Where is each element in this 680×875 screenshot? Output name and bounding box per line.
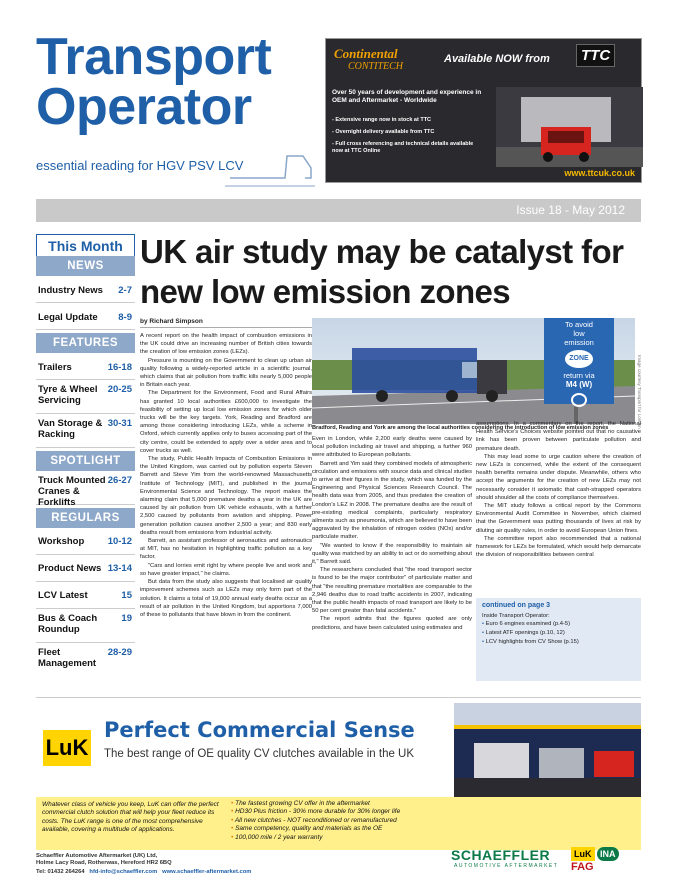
article-paragraph: The committee report also recommended that a national framework for LEZs be formulated, which would help demarcate the division of responsibilities between central <box>476 535 641 559</box>
sign-line: return via <box>563 371 595 380</box>
sidebar-item-pages: 2-7 <box>118 285 132 296</box>
company-address <box>36 853 172 867</box>
sidebar-item-pages: 20-25 <box>107 384 132 395</box>
issue-band <box>36 199 641 222</box>
luk-mini-logo: LuK <box>571 847 595 861</box>
truck-outline-icon <box>225 148 315 188</box>
contents-sidebar <box>36 234 135 677</box>
masthead-title-line2: Operator <box>36 78 252 136</box>
sidebar-item-bus-coach[interactable] <box>36 609 135 643</box>
sidebar-item-pages: 16-18 <box>107 362 132 373</box>
sidebar-item-product-news[interactable] <box>36 555 135 582</box>
sidebar-item-label: LCV Latest <box>38 590 88 601</box>
article-paragraph: But data from the study also suggests that localised air quality improvement schemes such as LEZs may only form part of the solution. It claims a total of 19,000 annual early deaths occur as a result of air pollution in the United Kingdom, but apportions 7,000 of these to pollutants that have blown in from the continent. <box>140 579 312 618</box>
u-turn-icon <box>571 393 587 407</box>
ad-headline: Available NOW from <box>444 53 550 65</box>
continued-box[interactable] <box>476 598 641 681</box>
article-byline: by Richard Simpson <box>140 318 203 325</box>
sidebar-section-features: FEATURES <box>36 333 135 353</box>
sidebar-item-van-storage[interactable] <box>36 414 135 448</box>
article-paragraph: assumptions. In a commentary on the report, the National Health Service's Choices website pointed out that no causative link has been proven between particulate pollution and premature death. <box>476 421 641 452</box>
article-paragraph: The Department for the Environment, Food and Rural Affairs has granted 10 local authorities £600,000 to investigate the feasibility of setting up local low emission zones for which older trucks will be the key targets. York, Reading and Bradford are among those considering introducing LEZs, while a scheme in Oxford, which currently applies only to buses accessing part of the city centre, could be extended to apply over a wider area and to cover trucks as well. <box>140 390 312 454</box>
article-paragraph: The researchers concluded that "the road transport sector is found to be the major contributor" of particulate matter and that "the resulting premature mortalities are comparable to the 2,946 deaths due to road traffic accidents in 2007, indicating that the public health impacts of road transport are likely to be 50 per cent greater than fatal accidents." <box>312 567 472 615</box>
schaeffler-logo: SCHAEFFLER <box>451 847 551 863</box>
ad-subtitle: The best range of OE quality CV clutches available in the UK <box>104 748 415 760</box>
inside-item: • LCV highlights from CV Show (p.15) <box>482 638 635 647</box>
schaeffler-tagline: AUTOMOTIVE AFTERMARKET <box>454 863 559 869</box>
lez-truck-photo <box>312 318 635 424</box>
article-column-1 <box>140 332 312 619</box>
ad-title: Perfect Commercial Sense <box>104 718 415 742</box>
luk-clutch-ad[interactable] <box>36 697 641 797</box>
company-street: Holme Lacy Road, Rotherwas, Hereford HR2 6BQ <box>36 860 172 866</box>
ad-footer <box>36 847 641 875</box>
article-column-3 <box>476 420 641 559</box>
sidebar-item-legal-update[interactable] <box>36 303 135 330</box>
luk-feature-band <box>36 797 641 850</box>
article-paragraph: The MIT study follows a critical report by the Commons Environmental Audit Committee in November, which claimed that the Government was putting thousands of lives at risk by diluting air quality rules, in order to avoid European Union fines. <box>476 503 641 534</box>
sign-line: emission <box>564 338 594 347</box>
sidebar-item-pages: 26-27 <box>107 475 132 486</box>
ad-feature: • The fastest growing CV offer in the aftermarket <box>231 800 400 808</box>
ad-feature: • Same competency, quality and materials as the OE <box>231 825 400 833</box>
sidebar-item-trailers[interactable] <box>36 353 135 380</box>
ad-bullet: - Overnight delivery available from TTC <box>332 129 435 135</box>
ad-body-text: Whatever class of vehicle you keep, LuK can offer the perfect commercial clutch solution that will help your fleet reduce its costs. The LuK range is one of the most comprehensive available, covering a multitude of applications. <box>42 801 219 834</box>
company-contacts <box>36 869 251 875</box>
ad-brand: Continental <box>334 46 398 61</box>
ad-feature: • 100,000 mile / 2 year warranty <box>231 834 400 842</box>
ad-feature: • HD30 Plus friction - 30% more durable for 30% longer life <box>231 808 400 816</box>
article-paragraph: Pressure is mounting on the Government to clean up urban air quality following a widely-reported article in a scientific journal, which claims that air pollution from traffic kills nearly 5,000 people in Britain each year. <box>140 357 312 389</box>
ad-feature: • All new clutches - NOT reconditioned or remanufactured <box>231 817 400 825</box>
brand-logos <box>571 847 641 873</box>
masthead-tagline: essential reading for HGV PSV LCV <box>36 158 244 173</box>
inside-title: Inside Transport Operator: <box>482 613 550 619</box>
sidebar-item-label: Industry News <box>38 285 103 296</box>
sidebar-item-industry-news[interactable] <box>36 276 135 303</box>
sidebar-title: This Month <box>36 234 135 256</box>
ad-partner-logo: TTC <box>576 44 615 67</box>
sign-line: low <box>573 329 585 338</box>
article-paragraph: This may lead some to urge caution where the creation of new LEZs is concerned, while the extent of the consequent health benefits remains under dispute. Meanwhile, others who accept the arguments for the creation of new LEZs may not necessarily consider it axiomatic that cash-strapped operators should shoulder all the costs of compliance themselves. <box>476 453 641 501</box>
company-tel: Tel: 01432 264264 <box>36 869 85 875</box>
article-paragraph: The report admits that the figures quoted are only predictions, and have been calculated using estimates and <box>312 616 472 631</box>
fag-logo: FAG <box>571 861 594 873</box>
inside-item: • Euro 6 engines examined (p.4-5) <box>482 620 635 629</box>
ad-strap: Over 50 years of development and experience in OEM and Aftermarket - Worldwide <box>332 89 482 104</box>
lez-road-sign <box>544 320 614 409</box>
article-paragraph: Barrett, an assistant professor of aeronautics and astronautics at MIT, has no hesitation in highlighting traffic pollution as a key factor. <box>140 538 312 561</box>
photo-credit: Image courtesy Transport for London <box>637 355 642 429</box>
continued-label: continued on page 3 <box>482 602 551 609</box>
sidebar-section-spotlight: SPOTLIGHT <box>36 451 135 471</box>
luk-logo: LuK <box>43 730 91 766</box>
sidebar-item-label: Legal Update <box>38 312 98 323</box>
ad-url-link[interactable]: www.ttcuk.co.uk <box>564 168 635 178</box>
sidebar-item-pages: 19 <box>121 613 132 624</box>
sidebar-item-pages: 8-9 <box>118 312 132 323</box>
sidebar-item-pages: 15 <box>121 590 132 601</box>
sidebar-item-label: Workshop <box>38 536 85 547</box>
issue-label: Issue 18 - May 2012 <box>516 203 625 217</box>
sidebar-item-pages: 13-14 <box>107 563 132 574</box>
article-paragraph: Barrett and Yim said they combined models of atmospheric circulation and emissions with source data and clinical studies to arrive at their figures in the study, which was funded by the Engineering and Physical Sciences Research Council. The health data was from 2005, and thus predates the creation of London's LEZ in 2008. The premature deaths are the result of pre-existing medical complaints, particularly respiratory ailments such as pneumonia, which are believed to have been aggravated by the inhalation of nitrogen oxides (NOx) and/or particulate matter. <box>312 460 472 541</box>
company-web-link[interactable]: www.schaeffler-aftermarket.com <box>162 869 252 875</box>
sidebar-item-tyre-wheel[interactable] <box>36 380 135 414</box>
article-paragraph: The study, Public Health Impacts of Combustion Emissions in the United Kingdom, was carried out by pollution experts Steven Barrett and Steve Yim from the world-renowned Massachusetts Institute of Technology (MIT), and published in the journal Environmental Science and Technology. The report makes the alarming claim that 5,000 premature deaths a year in the UK are caused by air pollution from UK vehicle exhausts, with a further 2,500 caused by pollutants from aviation and shipping. Power generation pollution causes another 2,500 a year; and 830 early deaths result from emissions from industrial activity. <box>140 456 312 536</box>
sign-zone-badge: ZONE <box>565 350 593 368</box>
sidebar-item-label: Trailers <box>38 362 72 373</box>
sidebar-item-fleet-management[interactable] <box>36 643 135 677</box>
sidebar-item-label: Tyre & Wheel Servicing <box>38 384 98 406</box>
sign-line: M4 (W) <box>565 380 593 389</box>
sidebar-item-pages: 30-31 <box>107 418 132 429</box>
inside-item: • Latest ATF openings (p.10, 12) <box>482 629 635 638</box>
sidebar-item-truck-cranes[interactable] <box>36 471 135 508</box>
sidebar-item-label: Van Storage & Racking <box>38 418 103 440</box>
sidebar-item-label: Product News <box>38 563 102 574</box>
article-headline: UK air study may be catalyst for new low emission zones <box>140 233 624 310</box>
sidebar-section-regulars: REGULARS <box>36 508 135 528</box>
article-column-2 <box>312 435 472 632</box>
ad-feature-list <box>231 800 400 842</box>
sidebar-section-news: NEWS <box>36 256 135 276</box>
photo-caption: Bradford, Reading and York are among the local authorities considering the introduction of low emission zones <box>312 425 609 431</box>
sidebar-item-label: Bus & Coach Roundup <box>38 613 98 635</box>
sign-line: To avoid <box>565 320 593 329</box>
continental-ad[interactable] <box>325 38 642 183</box>
ad-bullet: - Full cross referencing and technical details available now at TTC Online <box>332 141 474 154</box>
sidebar-item-label: Truck Mounted Cranes & Forklifts <box>38 475 106 508</box>
sidebar-item-pages: 28-29 <box>107 647 132 658</box>
byline-divider <box>140 327 312 328</box>
ad-bullet: - Extensive range now in stock at TTC <box>332 117 432 123</box>
ad-brand-sub: CONTITECH <box>348 61 404 72</box>
article-paragraph: "Cars and lorries emit right by where people live and work and so have greater impact," he claims. <box>140 562 312 577</box>
company-name: Schaeffler Automotive Aftermarket (UK) Ltd, <box>36 853 158 859</box>
ina-logo: INA <box>597 847 619 861</box>
article-paragraph: A recent report on the health impact of combustion emissions in the UK could drive an increasing number of British cities towards the creation of low emission zones (LEZs). <box>140 333 312 356</box>
company-email-link[interactable]: hfd-info@schaeffler.com <box>89 869 158 875</box>
masthead-title-line1: Transport <box>36 28 272 86</box>
truck-stop-image <box>454 703 641 798</box>
article-paragraph: "We wanted to know if the responsibility to maintain air quality was matched by an ability to act or do something about it," Barrett said. <box>312 542 472 566</box>
sidebar-item-label: Fleet Management <box>38 647 97 669</box>
sidebar-item-workshop[interactable] <box>36 528 135 555</box>
article-paragraph: Even in London, while 2,200 early deaths were caused by local pollution including air travel and shipping, a further 960 were attributed to European pollutants. <box>312 436 472 459</box>
sidebar-item-lcv-latest[interactable] <box>36 582 135 609</box>
sidebar-item-pages: 10-12 <box>107 536 132 547</box>
truck-image <box>496 87 643 167</box>
